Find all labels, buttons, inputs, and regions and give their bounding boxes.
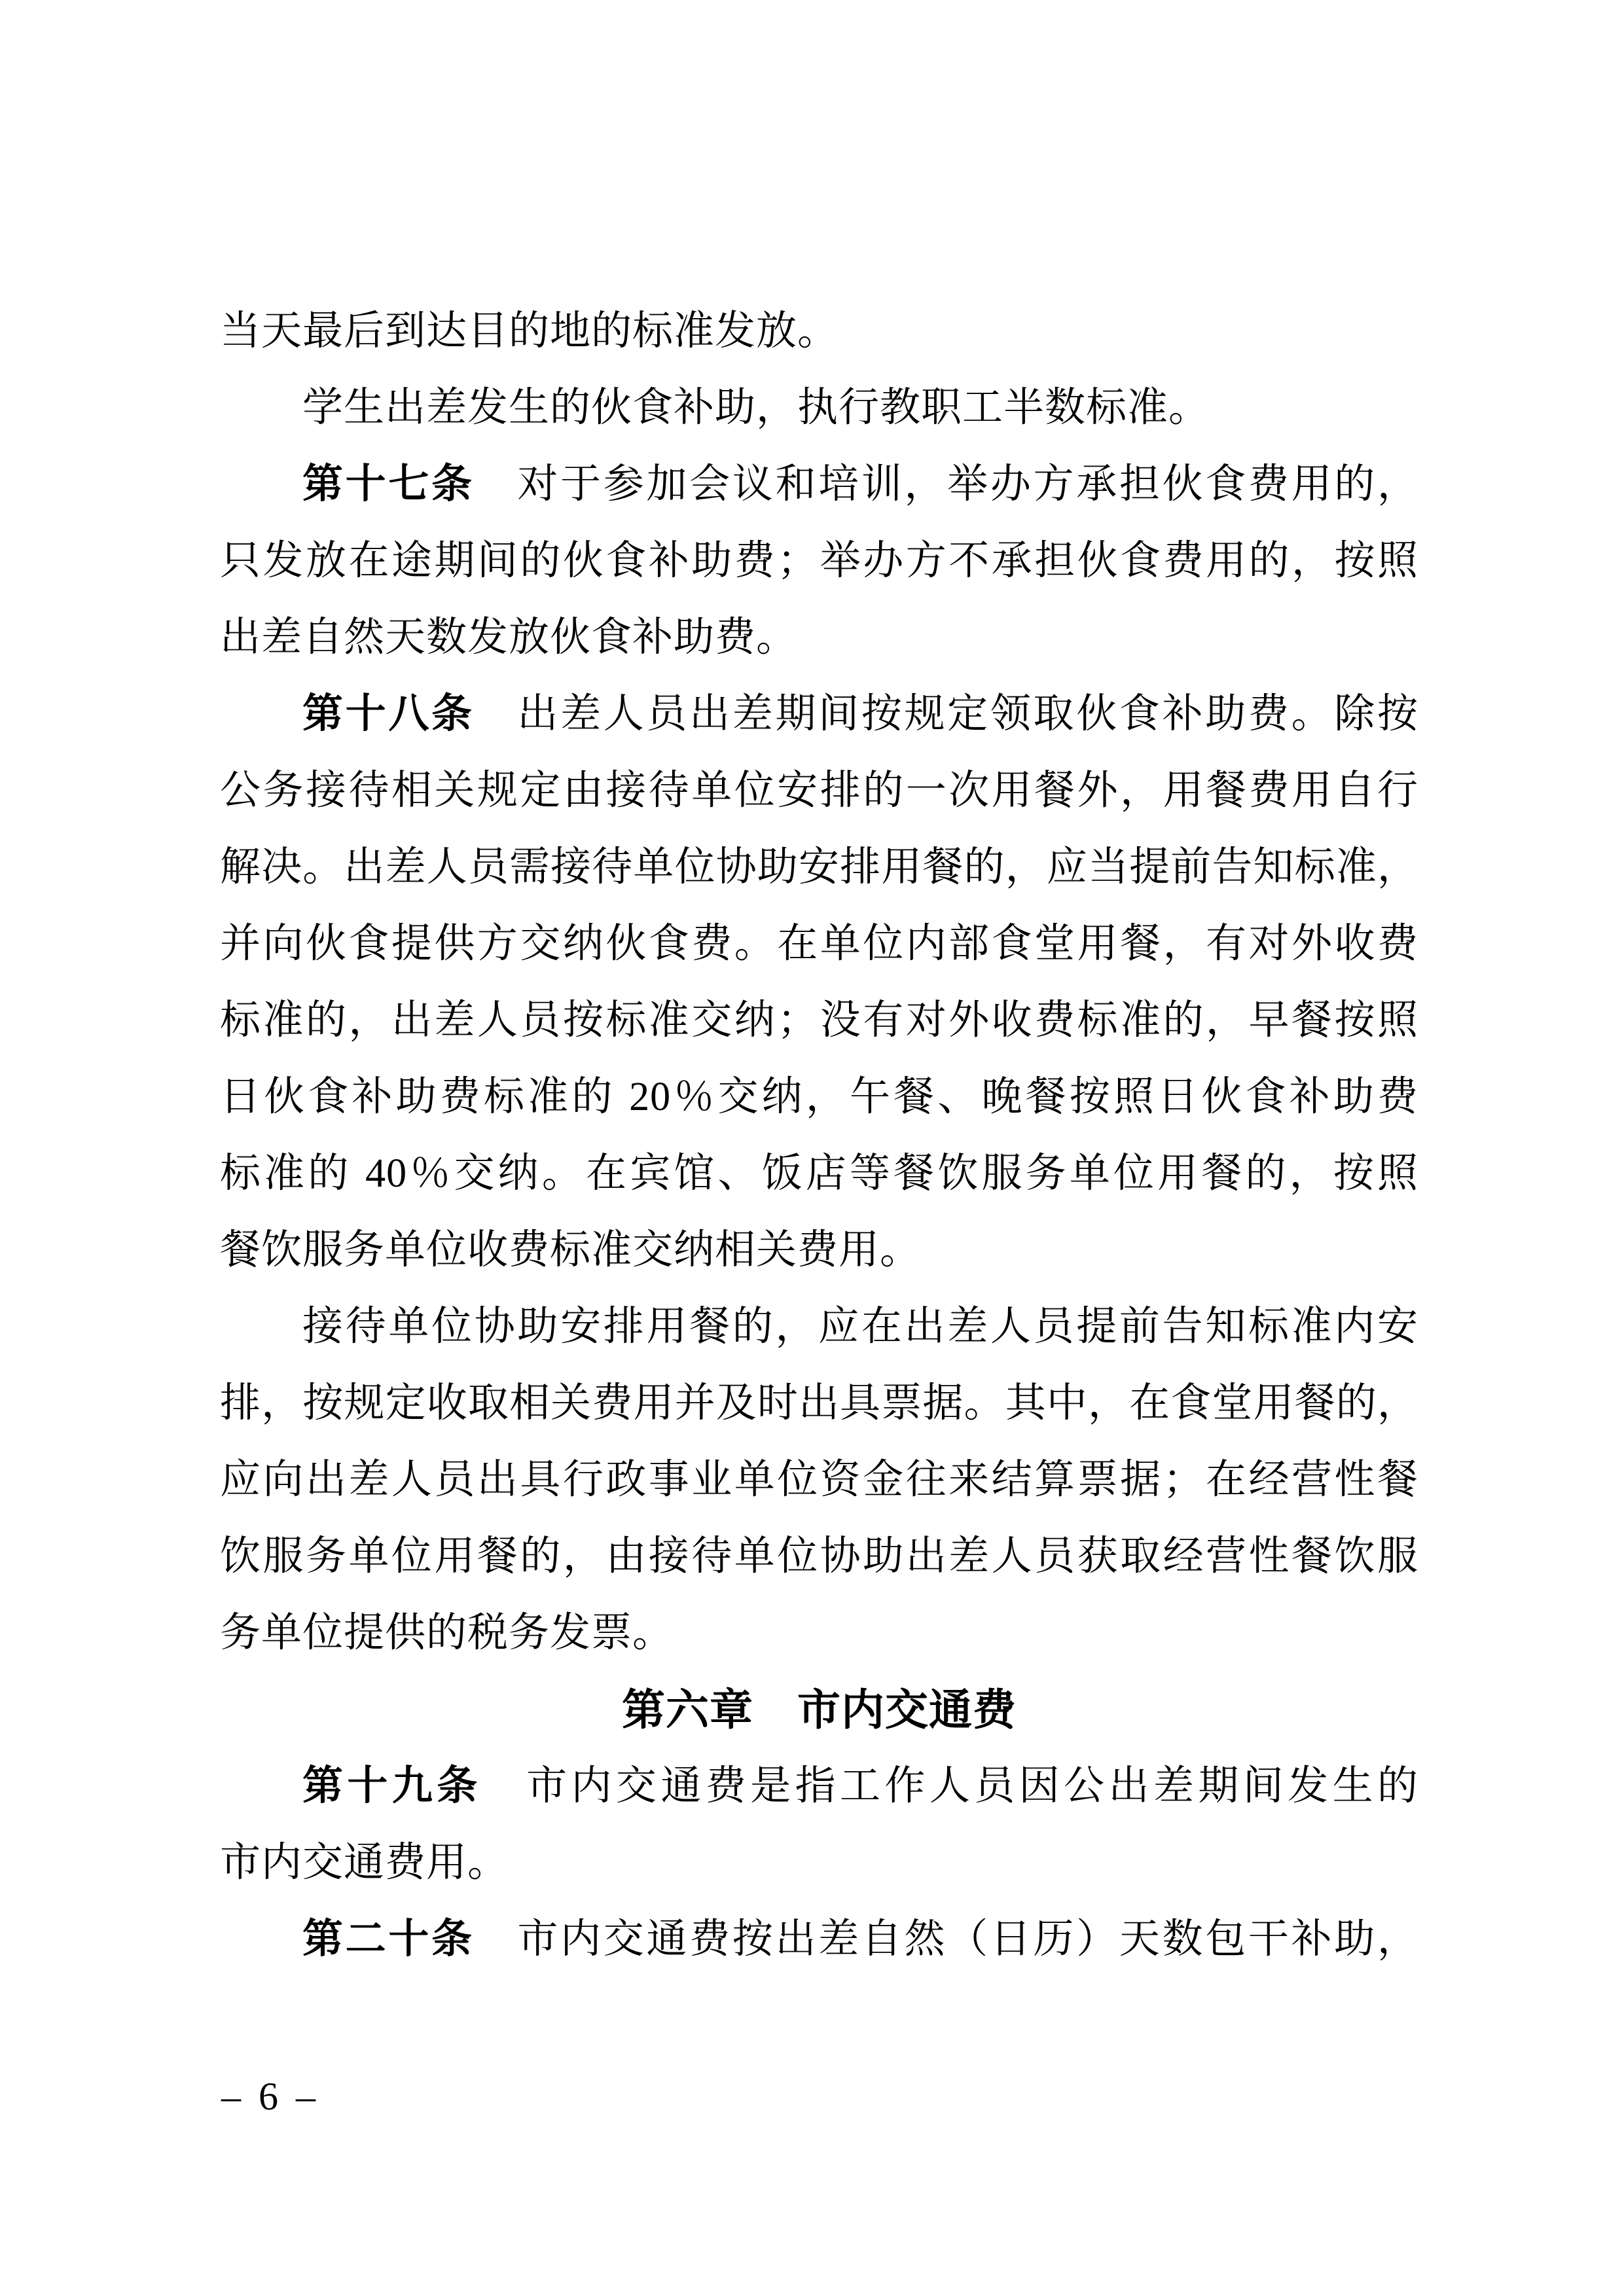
text-line bbox=[220, 753, 1418, 829]
line-text: 出差人员出差期间按规定领取伙食补助费。除按 bbox=[474, 692, 1418, 736]
text-line bbox=[220, 1365, 1418, 1442]
line-text: 应向出差人员出具行政事业单位资金往来结算票据；在经营性餐 bbox=[220, 1458, 1418, 1502]
text-line bbox=[220, 370, 1418, 446]
text-line bbox=[220, 676, 1418, 753]
line-text: 排，按规定收取相关费用并及时出具票据。其中，在食堂用餐的， bbox=[220, 1381, 1418, 1426]
line-text: 学生出差发生的伙食补助，执行教职工半数标准。 bbox=[302, 386, 1210, 430]
text-line bbox=[220, 446, 1418, 523]
line-text: 饮服务单位用餐的，由接待单位协助出差人员获取经营性餐饮服 bbox=[220, 1534, 1418, 1579]
line-text: 市内交通费用。 bbox=[220, 1840, 509, 1885]
text-line bbox=[220, 600, 1418, 676]
line-text: 餐饮服务单位收费标准交纳相关费用。 bbox=[220, 1228, 922, 1272]
line-text: 市内交通费按出差自然（日历）天数包干补助， bbox=[474, 1917, 1418, 1962]
article-number: 第二十条 bbox=[302, 1917, 475, 1962]
article-number: 第十九条 bbox=[302, 1764, 482, 1808]
text-line bbox=[220, 1212, 1418, 1289]
text-line bbox=[220, 1825, 1418, 1901]
line-text: 标准的，出差人员按标准交纳；没有对外收费标准的，早餐按照 bbox=[220, 998, 1418, 1043]
article-number: 第十八条 bbox=[302, 692, 475, 736]
line-text: 当天最后到达目的地的标准发放。 bbox=[220, 309, 839, 353]
line-text: 解决。出差人员需接待单位协助安排用餐的，应当提前告知标准， bbox=[220, 845, 1418, 889]
chapter-heading-text: 第六章 市内交通费 bbox=[622, 1685, 1017, 1734]
text-line bbox=[220, 906, 1418, 982]
text-line bbox=[220, 293, 1418, 370]
line-text: 并向伙食提供方交纳伙食费。在单位内部食堂用餐，有对外收费 bbox=[220, 922, 1418, 966]
line-text: 出差自然天数发放伙食补助费。 bbox=[220, 615, 798, 660]
document-body bbox=[220, 293, 1418, 1978]
text-line bbox=[220, 982, 1418, 1059]
page-number: – 6 – bbox=[221, 2075, 319, 2118]
text-line bbox=[220, 1059, 1418, 1136]
text-line bbox=[220, 1595, 1418, 1672]
text-line bbox=[220, 1748, 1418, 1825]
text-line bbox=[220, 1442, 1418, 1518]
article-number: 第十七条 bbox=[302, 462, 475, 507]
text-line bbox=[220, 1901, 1418, 1978]
line-text: 接待单位协助安排用餐的，应在出差人员提前告知标准内安 bbox=[302, 1304, 1418, 1349]
line-text: 日伙食补助费标准的 20％交纳，午餐、晚餐按照日伙食补助费 bbox=[220, 1075, 1418, 1119]
line-text: 对于参加会议和培训，举办方承担伙食费用的， bbox=[474, 462, 1418, 507]
line-text: 公务接待相关规定由接待单位安排的一次用餐外，用餐费用自行 bbox=[220, 768, 1418, 813]
line-text: 市内交通费是指工作人员因公出差期间发生的 bbox=[481, 1764, 1418, 1808]
text-line bbox=[220, 1518, 1418, 1595]
text-line bbox=[220, 1289, 1418, 1365]
text-line bbox=[220, 523, 1418, 600]
text-line bbox=[220, 829, 1418, 906]
chapter-heading bbox=[220, 1672, 1418, 1748]
line-text: 只发放在途期间的伙食补助费；举办方不承担伙食费用的，按照 bbox=[220, 539, 1418, 583]
line-text: 务单位提供的税务发票。 bbox=[220, 1611, 674, 1655]
line-text: 标准的 40％交纳。在宾馆、饭店等餐饮服务单位用餐的，按照 bbox=[220, 1151, 1418, 1196]
text-line bbox=[220, 1136, 1418, 1212]
